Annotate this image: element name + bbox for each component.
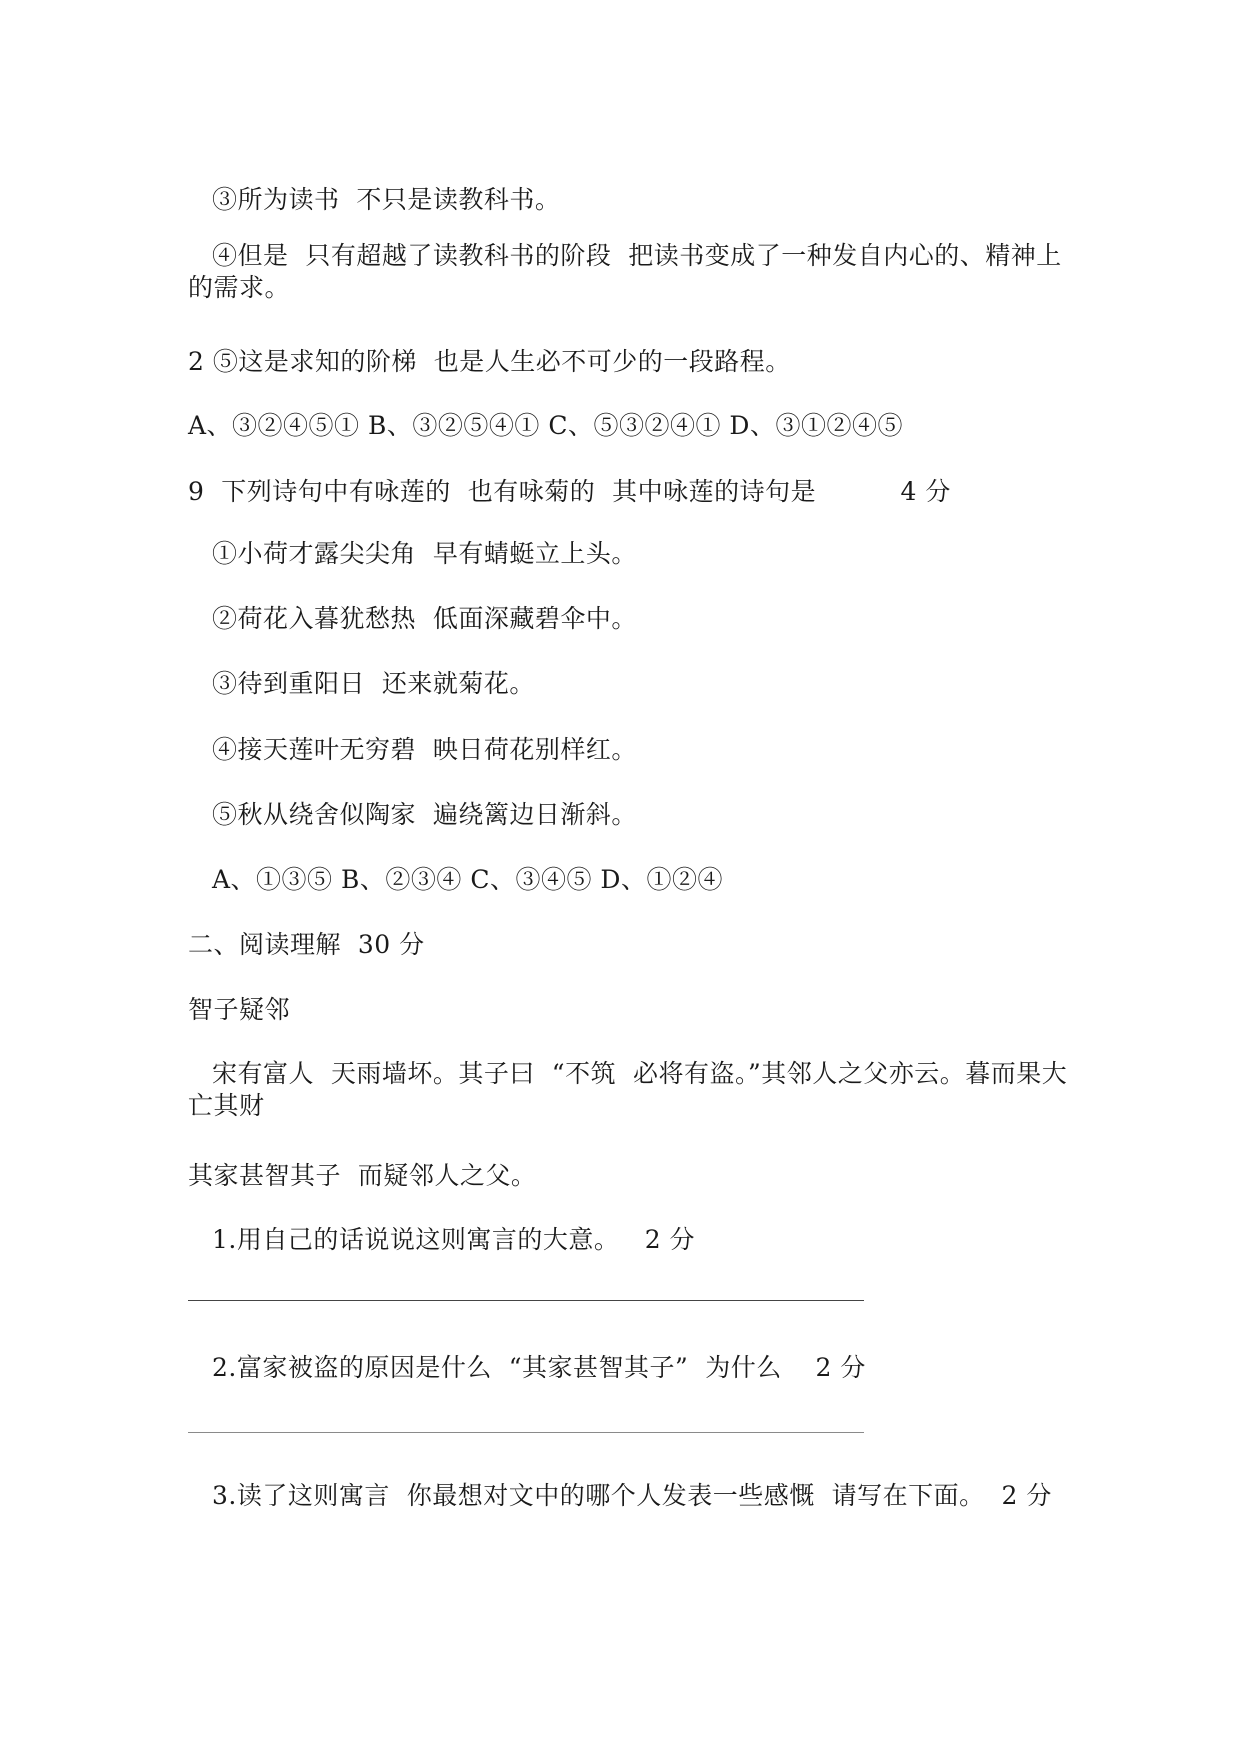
poem-line-4: ④接天莲叶无穷碧 映日荷花别样红。 bbox=[212, 735, 637, 764]
sentence-4: ④但是 只有超越了读教科书的阶段 把读书变成了一种发自内心的、精神上的需求。 bbox=[188, 241, 1062, 302]
question-9-options: A、①③⑤ B、②③④ C、③④⑤ D、①②④ bbox=[212, 865, 723, 894]
poem-line-3: ③待到重阳日 还来就菊花。 bbox=[212, 669, 535, 698]
poem-line-2: ②荷花入暮犹愁热 低面深藏碧伞中。 bbox=[212, 604, 637, 633]
question-8-options: A、③②④⑤① B、③②⑤④① C、⑤③②④① D、③①②④⑤ bbox=[188, 411, 903, 440]
question-3: 3.读了这则寓言 你最想对文中的哪个人发表一些感慨 请写在下面。 2 分 bbox=[212, 1481, 1052, 1510]
question-2: 2.富家被盗的原因是什么 “其家甚智其子” 为什么 2 分 bbox=[212, 1353, 866, 1382]
answer-line-2[interactable] bbox=[188, 1432, 864, 1433]
answer-line-1[interactable] bbox=[188, 1300, 864, 1301]
passage-paragraph-2: 其家甚智其子 而疑邻人之父。 bbox=[188, 1161, 537, 1190]
passage-title: 智子疑邻 bbox=[188, 995, 291, 1024]
question-9: 9 下列诗句中有咏莲的 也有咏菊的 其中咏莲的诗句是 4 分 bbox=[188, 477, 951, 506]
poem-line-1: ①小荷才露尖尖角 早有蜻蜓立上头。 bbox=[212, 539, 637, 568]
passage-paragraph-1: 宋有富人 天雨墙坏。其子曰 “不筑 必将有盗。”其邻人之父亦云。暮而果大亡其财 bbox=[188, 1059, 1068, 1120]
question-1: 1.用自己的话说说这则寓言的大意。 2 分 bbox=[212, 1225, 696, 1254]
poem-line-5: ⑤秋从绕舍似陶家 遍绕篱边日渐斜。 bbox=[212, 800, 637, 829]
sentence-5: 2 ⑤这是求知的阶梯 也是人生必不可少的一段路程。 bbox=[188, 347, 791, 376]
sentence-3: ③所为读书 不只是读教科书。 bbox=[212, 185, 561, 214]
section-heading: 二、阅读理解 30 分 bbox=[188, 930, 425, 959]
